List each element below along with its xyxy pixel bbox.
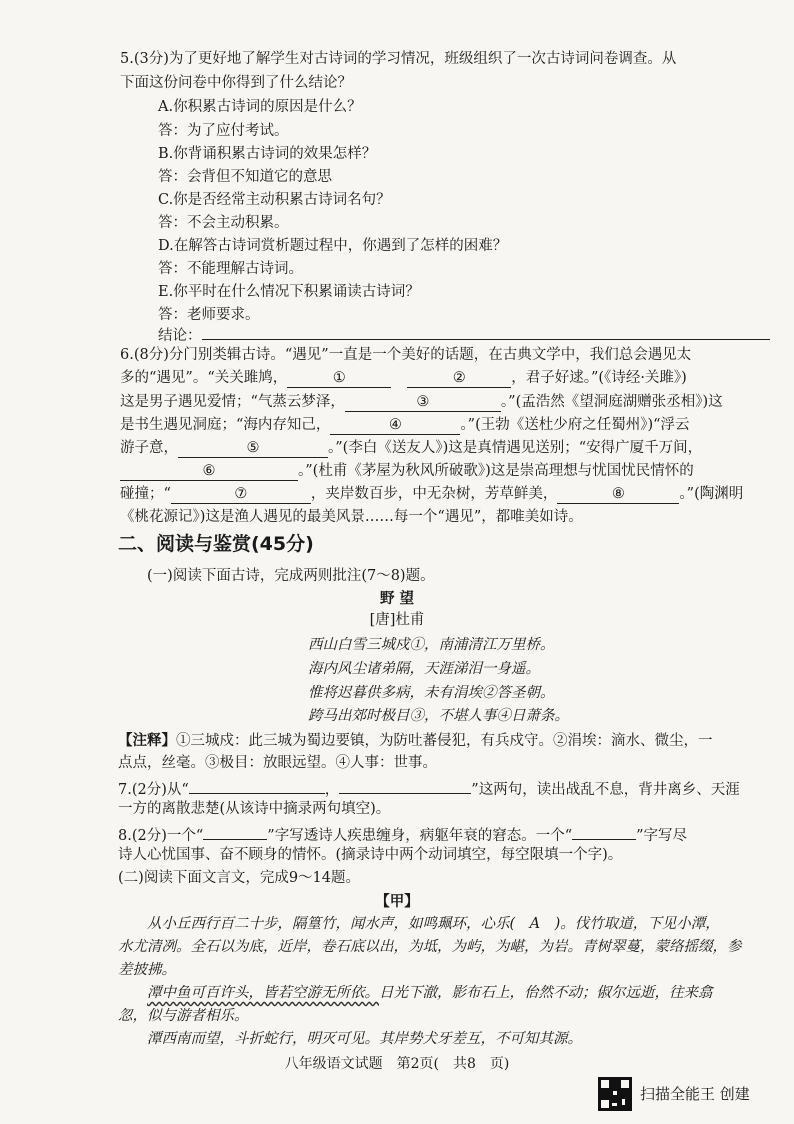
q6-text: ，夹岸数百步，中无杂树，芳草鲜美， xyxy=(310,486,558,502)
q7-blank-2[interactable] xyxy=(339,775,471,794)
poem-line-4: 跨马出郊时极目③，不堪人事④日萧条。 xyxy=(308,708,569,724)
q5-line1: 5.(3分)为了更好地了解学生对古诗词的学习情况，班级组织了一次古诗词问卷调查。从 xyxy=(120,51,677,67)
q5-item-b-q: B.你背诵积累古诗词的效果怎样？ xyxy=(158,146,377,162)
page-footer: 八年级语文试题 第2页( 共8 页) xyxy=(284,1056,510,1072)
q5-item-d-q: D.在解答古诗词赏析题过程中，你遇到了怎样的困难？ xyxy=(158,238,508,254)
q6-line8: 《桃花源记》)这是渔人遇见的最美风景……每一个“遇见”，都唯美如诗。 xyxy=(120,509,583,525)
q6-line4 xyxy=(120,414,690,437)
poem-intro: (一)阅读下面古诗，完成两则批注(7～8)题。 xyxy=(147,568,435,584)
notes-label: 【注释】 xyxy=(118,732,176,749)
q7-text: ”这两句，读出战乱不息，背井离乡、天涯 xyxy=(471,782,740,798)
poem-line-2: 海内风尘诸弟隔，天涯涕泪一身遥。 xyxy=(308,661,540,677)
prose-p3: 潭西南而望，斗折蛇行，明灭可见。其岸势犬牙差互，不可知其源。 xyxy=(147,1031,582,1047)
poem-notes-line1 xyxy=(118,729,713,753)
prose-text: 日光下澈，影布石上，佁然不动；俶尔远逝，往来翕 xyxy=(379,985,713,1001)
q8-text: ”字写透诗人疾患缠身，病躯年衰的窘态。一个“ xyxy=(267,828,573,844)
q5-conclusion-blank[interactable] xyxy=(202,321,770,340)
q8-blank-1[interactable] xyxy=(203,821,267,840)
qr-code-icon xyxy=(598,1077,632,1111)
q6-blank-6[interactable]: ⑥ xyxy=(120,462,298,481)
q6-line2 xyxy=(120,367,687,390)
q5-item-c-ans: 答：不会主动积累。 xyxy=(158,215,289,231)
q6-line7 xyxy=(120,483,743,506)
q6-text: 这是男子遇见爱情；“气蒸云梦泽， xyxy=(120,394,345,410)
poem-line-1: 西山白雪三城戍①，南浦清江万里桥。 xyxy=(308,637,555,653)
q7-text: ， xyxy=(324,782,340,798)
q5-item-e-q: E.你平时在什么情况下积累诵读古诗词？ xyxy=(158,284,420,300)
prose-p1-line2: 水尤清冽。全石以为底，近岸，卷石底以出，为坻，为屿，为嵁，为岩。青树翠蔓，蒙络摇缀，参 xyxy=(118,939,742,955)
q6-text: 。”(陶渊明 xyxy=(679,486,744,502)
q6-blank-8[interactable]: ⑧ xyxy=(557,485,679,504)
prose-p2-line1 xyxy=(147,982,713,1005)
q5-item-c-q: C.你是否经常主动积累古诗词名句？ xyxy=(158,192,391,208)
q6-text: 多的“遇见”。“关关雎鸠， xyxy=(120,370,288,386)
q6-line3 xyxy=(120,391,723,414)
q5-conclusion-label: 结论： xyxy=(158,328,202,344)
q5-item-d-ans: 答：不能理解古诗词。 xyxy=(158,261,303,277)
q5-item-a-q: A.你积累古诗词的原因是什么？ xyxy=(158,99,362,115)
q8-blank-2[interactable] xyxy=(572,821,636,840)
q6-text: 。”(孟浩然《望洞庭湖赠张丞相》)这 xyxy=(500,394,723,410)
prose-intro: (二)阅读下面文言文，完成9～14题。 xyxy=(118,870,360,886)
q7-blank-1[interactable] xyxy=(189,775,325,794)
q6-line1: 6.(8分)分门别类辑古诗。“遇见”一直是一个美好的话题，在古典文学中，我们总会遇见太 xyxy=(120,347,692,363)
q6-line6 xyxy=(120,460,694,483)
q6-blank-5[interactable]: ⑤ xyxy=(178,439,328,458)
prose-label: 【甲】 xyxy=(375,893,419,910)
poem-line-3: 惟将迟暮供多病，未有涓埃②答圣朝。 xyxy=(308,685,555,701)
poem-author: [唐]杜甫 xyxy=(369,612,425,628)
q5-item-a-ans: 答：为了应付考试。 xyxy=(158,123,289,139)
q8-line2: 诗人心忧国事、奋不顾身的情怀。(摘录诗中两个动词填空，每空限填一个字)。 xyxy=(118,847,623,863)
wavy-underlined-sentence: 潭中鱼可百许头，皆若空游无所依。 xyxy=(147,985,379,1001)
q5-item-b-ans: 答：会背但不知道它的意思 xyxy=(158,169,332,185)
prose-p2-line2: 忽，似与游者相乐。 xyxy=(118,1008,249,1024)
q8-text: ”字写尽 xyxy=(636,828,688,844)
q8-text: 8.(2分)一个“ xyxy=(118,828,204,844)
prose-p1-line1: 从小丘西行百二十步，隔篁竹，闻水声，如鸣珮环，心乐( A )。伐竹取道，下见小潭， xyxy=(147,916,720,932)
q6-text: 是书生遇见洞庭；“海内存知己， xyxy=(120,417,331,433)
poem-title: 野 望 xyxy=(379,590,415,607)
scanner-watermark: 扫描全能王 创建 xyxy=(640,1085,750,1103)
poem-notes-line2: 点点，丝毫。③极目：放眼远望。④人事：世事。 xyxy=(118,755,437,771)
q6-blank-4[interactable]: ④ xyxy=(330,416,460,435)
q6-line5 xyxy=(120,437,702,460)
q6-blank-2[interactable]: ② xyxy=(407,369,511,388)
q5-line2: 下面这份问卷中你得到了什么结论？ xyxy=(120,75,352,91)
q6-text: 。”(杜甫《茅屋为秋风所破歌》)这是崇高理想与忧国忧民情怀的 xyxy=(298,463,694,479)
q6-text: 。”(李白《送友人》)这是真情遇见送别；“安得广厦千万间， xyxy=(328,440,703,456)
q6-blank-7[interactable]: ⑦ xyxy=(171,485,311,504)
q6-text: 游子意， xyxy=(120,440,178,456)
notes-text: ①三城戍：此三城为蜀边要镇，为防吐蕃侵犯，有兵戍守。②涓埃：滴水、微尘，一 xyxy=(176,733,713,749)
q6-blank-3[interactable]: ③ xyxy=(345,393,501,412)
q7-text: 7.(2分)从“ xyxy=(118,782,189,798)
q6-blank-1[interactable]: ① xyxy=(287,369,391,388)
prose-p1-line3: 差披拂。 xyxy=(118,962,176,978)
q6-text: 。”(王勃《送杜少府之任蜀州》)“浮云 xyxy=(460,417,690,433)
section-2-title: 二、阅读与鉴赏(45分) xyxy=(118,533,314,555)
q7-line2: 一方的离散悲楚(从该诗中摘录两句填空)。 xyxy=(118,801,391,817)
q6-text: 碰撞；“ xyxy=(120,486,171,502)
q6-text: ，君子好逑。”(《诗经·关雎》) xyxy=(511,370,687,386)
q5-item-e-ans: 答：老师要求。 xyxy=(158,307,260,323)
